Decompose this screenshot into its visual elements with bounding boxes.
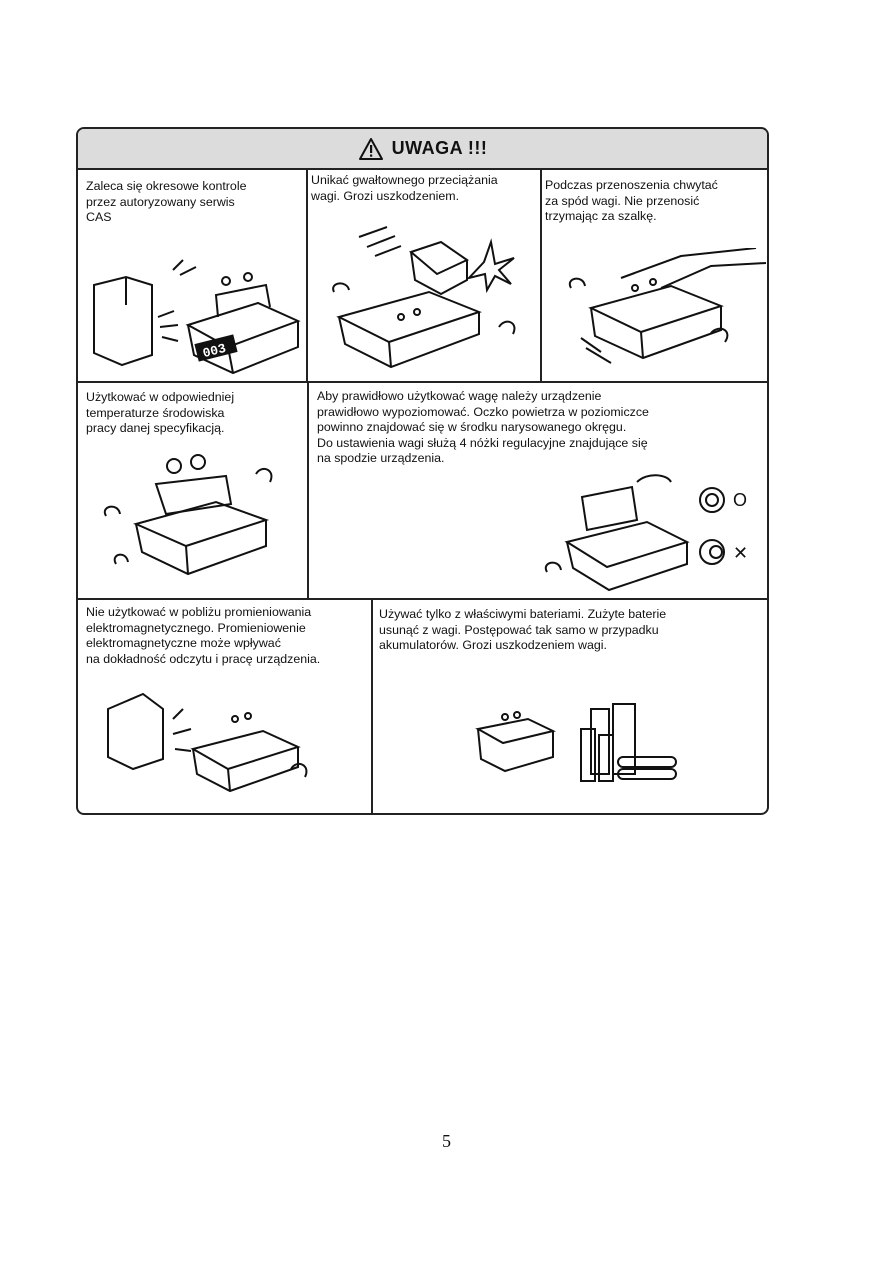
carry-text: Podczas przenoszenia chwytać za spód wagi. Nie przenosić trzymając za szalkę. xyxy=(545,178,718,223)
cell-emi xyxy=(78,599,371,815)
cell-service xyxy=(78,170,306,381)
emi-text: Nie użytkować w pobliżu promieniowania elektromagnetycznego. Promieniowenie elektromagnetyczne może wpływać na dokładność odczytu i pracę urządzenia. xyxy=(86,605,321,666)
cell-carry xyxy=(541,170,769,381)
batteries-text: Używać tylko z właściwymi bateriami. Zużyte baterie usunąć z wagi. Postępować tak samo w przypadku akumulatorów. Grozi uszkodzeniem wagi. xyxy=(379,607,667,652)
level-ok-mark: O xyxy=(733,490,748,510)
warning-triangle-icon xyxy=(358,137,384,161)
temperature-text: Użytkować w odpowiedniej temperaturze środowiska pracy danej specyfikacją. xyxy=(86,390,235,435)
warning-title: UWAGA !!! xyxy=(391,138,488,158)
scale-service-illustration xyxy=(88,255,303,380)
level-text: Aby prawidłowo użytkować wagę należy urządzenie prawidłowo wypoziomować. Oczko powietrza w poziomiczce powinno znajdować się w środku narysowanego okręgu. Do ustawienia wagi służą 4 nóżki regulacyjne znajdujące się na spodzie urządzenia. xyxy=(317,389,649,465)
warning-header xyxy=(78,129,767,170)
scale-emi-illustration xyxy=(103,689,313,809)
scale-carry-illustration xyxy=(561,248,766,378)
cell-temperature xyxy=(78,382,307,598)
overload-text: Unikać gwałtownego przeciążania wagi. Grozi uszkodzeniem. xyxy=(311,173,498,203)
service-text: Zaleca się okresowe kontrole przez autoryzowany serwis CAS xyxy=(86,179,247,224)
cell-level xyxy=(309,382,769,598)
warning-panel xyxy=(76,127,769,815)
scale-level-illustration xyxy=(537,472,767,597)
cell-batteries xyxy=(373,599,769,815)
scale-temperature-illustration xyxy=(96,454,296,594)
cell-overload xyxy=(307,170,540,381)
scale-batteries-illustration xyxy=(473,699,683,794)
scale-display-text: 003 xyxy=(201,340,228,362)
page-number: 5 xyxy=(442,1131,451,1151)
level-bad-mark: ✕ xyxy=(733,543,749,563)
scale-overload-illustration xyxy=(319,222,534,377)
